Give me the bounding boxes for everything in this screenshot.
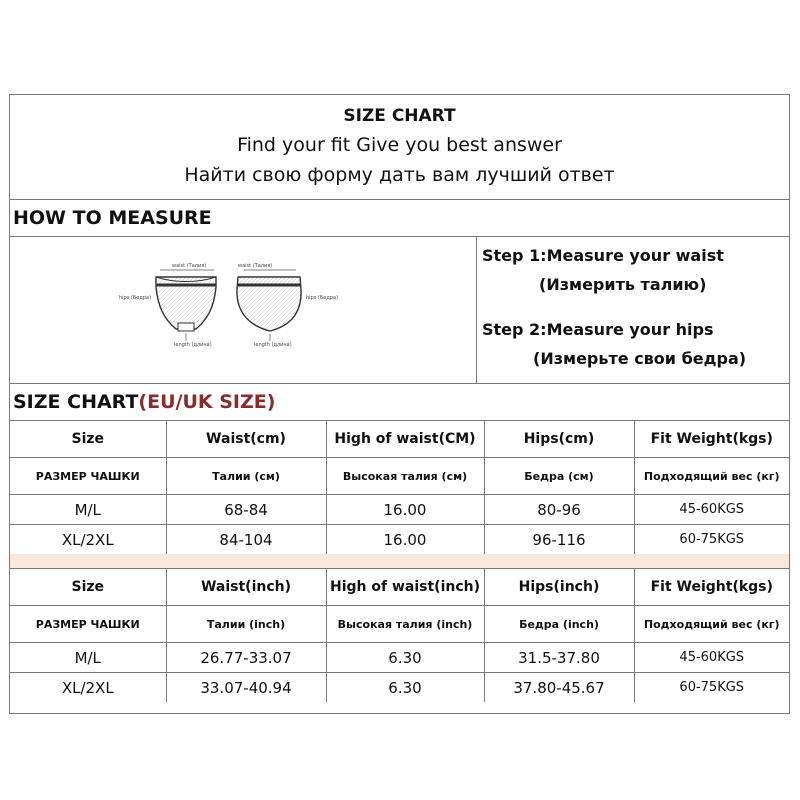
table-header: Hips(inch) bbox=[484, 569, 634, 606]
table-cell: 31.5-37.80 bbox=[484, 643, 634, 673]
table-separator bbox=[10, 554, 789, 569]
waist-label-front: waist (Талия) bbox=[172, 263, 207, 269]
table-cell: 60-75KGS bbox=[634, 673, 789, 703]
length-label-front: length (длина) bbox=[174, 342, 212, 348]
step-1-text: Step 1:Measure your waist bbox=[482, 246, 724, 265]
chart-title: SIZE CHART bbox=[343, 106, 456, 126]
size-chart-title-main: SIZE CHART bbox=[13, 391, 139, 413]
size-chart-title-accent: (EU/UK SIZE) bbox=[138, 391, 276, 413]
table-cell: 6.30 bbox=[326, 643, 484, 673]
panties-diagram-icon bbox=[10, 237, 476, 383]
table-header-ru: Бедра (inch) bbox=[484, 606, 634, 643]
step-2-text: Step 2:Measure your hips bbox=[482, 320, 714, 339]
size-chart-title bbox=[10, 384, 789, 421]
table-header: Fit Weight(kgs) bbox=[634, 569, 789, 606]
table-cell: 84-104 bbox=[166, 525, 326, 555]
table-cell: 45-60KGS bbox=[634, 643, 789, 673]
table-cell: 45-60KGS bbox=[634, 495, 789, 525]
table-cell: 6.30 bbox=[326, 673, 484, 703]
table-header-ru: Бедра (см) bbox=[484, 458, 634, 495]
table-header: Waist(inch) bbox=[166, 569, 326, 606]
table-cell: 16.00 bbox=[326, 525, 484, 555]
table-header-ru: Талии (inch) bbox=[166, 606, 326, 643]
hips-label-front: hips (Бедра) bbox=[119, 295, 152, 301]
size-chart-sheet bbox=[9, 94, 790, 714]
table-header-ru: Подходящий вес (кг) bbox=[634, 458, 789, 495]
table-cell: XL/2XL bbox=[10, 673, 166, 703]
table-row bbox=[10, 495, 789, 525]
measure-section bbox=[10, 237, 789, 384]
table-header: High of waist(CM) bbox=[326, 421, 484, 458]
table-row bbox=[10, 673, 789, 703]
waist-label-back: waist (Талия) bbox=[238, 263, 273, 269]
size-table-inch bbox=[10, 569, 789, 702]
chart-header bbox=[10, 95, 789, 200]
table-header-row bbox=[10, 421, 789, 458]
table-cell: 33.07-40.94 bbox=[166, 673, 326, 703]
table-cell: 60-75KGS bbox=[634, 525, 789, 555]
table-cell: 96-116 bbox=[484, 525, 634, 555]
table-cell: 80-96 bbox=[484, 495, 634, 525]
table-header-ru: Подходящий вес (кг) bbox=[634, 606, 789, 643]
table-header-row-ru bbox=[10, 606, 789, 643]
table-cell: XL/2XL bbox=[10, 525, 166, 555]
table-header-ru: РАЗМЕР ЧАШКИ bbox=[10, 606, 166, 643]
table-header: Hips(cm) bbox=[484, 421, 634, 458]
table-header-row-ru bbox=[10, 458, 789, 495]
table-header-ru: Талии (см) bbox=[166, 458, 326, 495]
table-header: Size bbox=[10, 421, 166, 458]
hips-label-back: hips (Бедра) bbox=[306, 295, 339, 301]
table-cell: 37.80-45.67 bbox=[484, 673, 634, 703]
subtitle-ru: Найти свою форму дать вам лучший ответ bbox=[184, 164, 615, 186]
table-row bbox=[10, 643, 789, 673]
subtitle-en: Find your fit Give you best answer bbox=[237, 134, 562, 156]
table-cell: M/L bbox=[10, 495, 166, 525]
table-header: Size bbox=[10, 569, 166, 606]
table-header: High of waist(inch) bbox=[326, 569, 484, 606]
table-header-ru: РАЗМЕР ЧАШКИ bbox=[10, 458, 166, 495]
how-to-measure-title: HOW TO MEASURE bbox=[10, 200, 789, 237]
step-1-translation: (Измерить талию) bbox=[539, 275, 707, 294]
table-header: Fit Weight(kgs) bbox=[634, 421, 789, 458]
table-cell: 26.77-33.07 bbox=[166, 643, 326, 673]
step-2-translation: (Измерьте свои бедра) bbox=[533, 349, 747, 368]
length-label-back: length (длина) bbox=[254, 342, 292, 348]
table-row bbox=[10, 525, 789, 555]
table-header-row bbox=[10, 569, 789, 606]
measure-steps bbox=[477, 237, 789, 383]
measurement-diagram bbox=[10, 237, 477, 383]
table-header-ru: Высокая талия (inch) bbox=[326, 606, 484, 643]
table-header: Waist(cm) bbox=[166, 421, 326, 458]
table-cell: 68-84 bbox=[166, 495, 326, 525]
size-table-cm bbox=[10, 421, 789, 554]
table-header-ru: Высокая талия (см) bbox=[326, 458, 484, 495]
table-cell: 16.00 bbox=[326, 495, 484, 525]
table-cell: M/L bbox=[10, 643, 166, 673]
